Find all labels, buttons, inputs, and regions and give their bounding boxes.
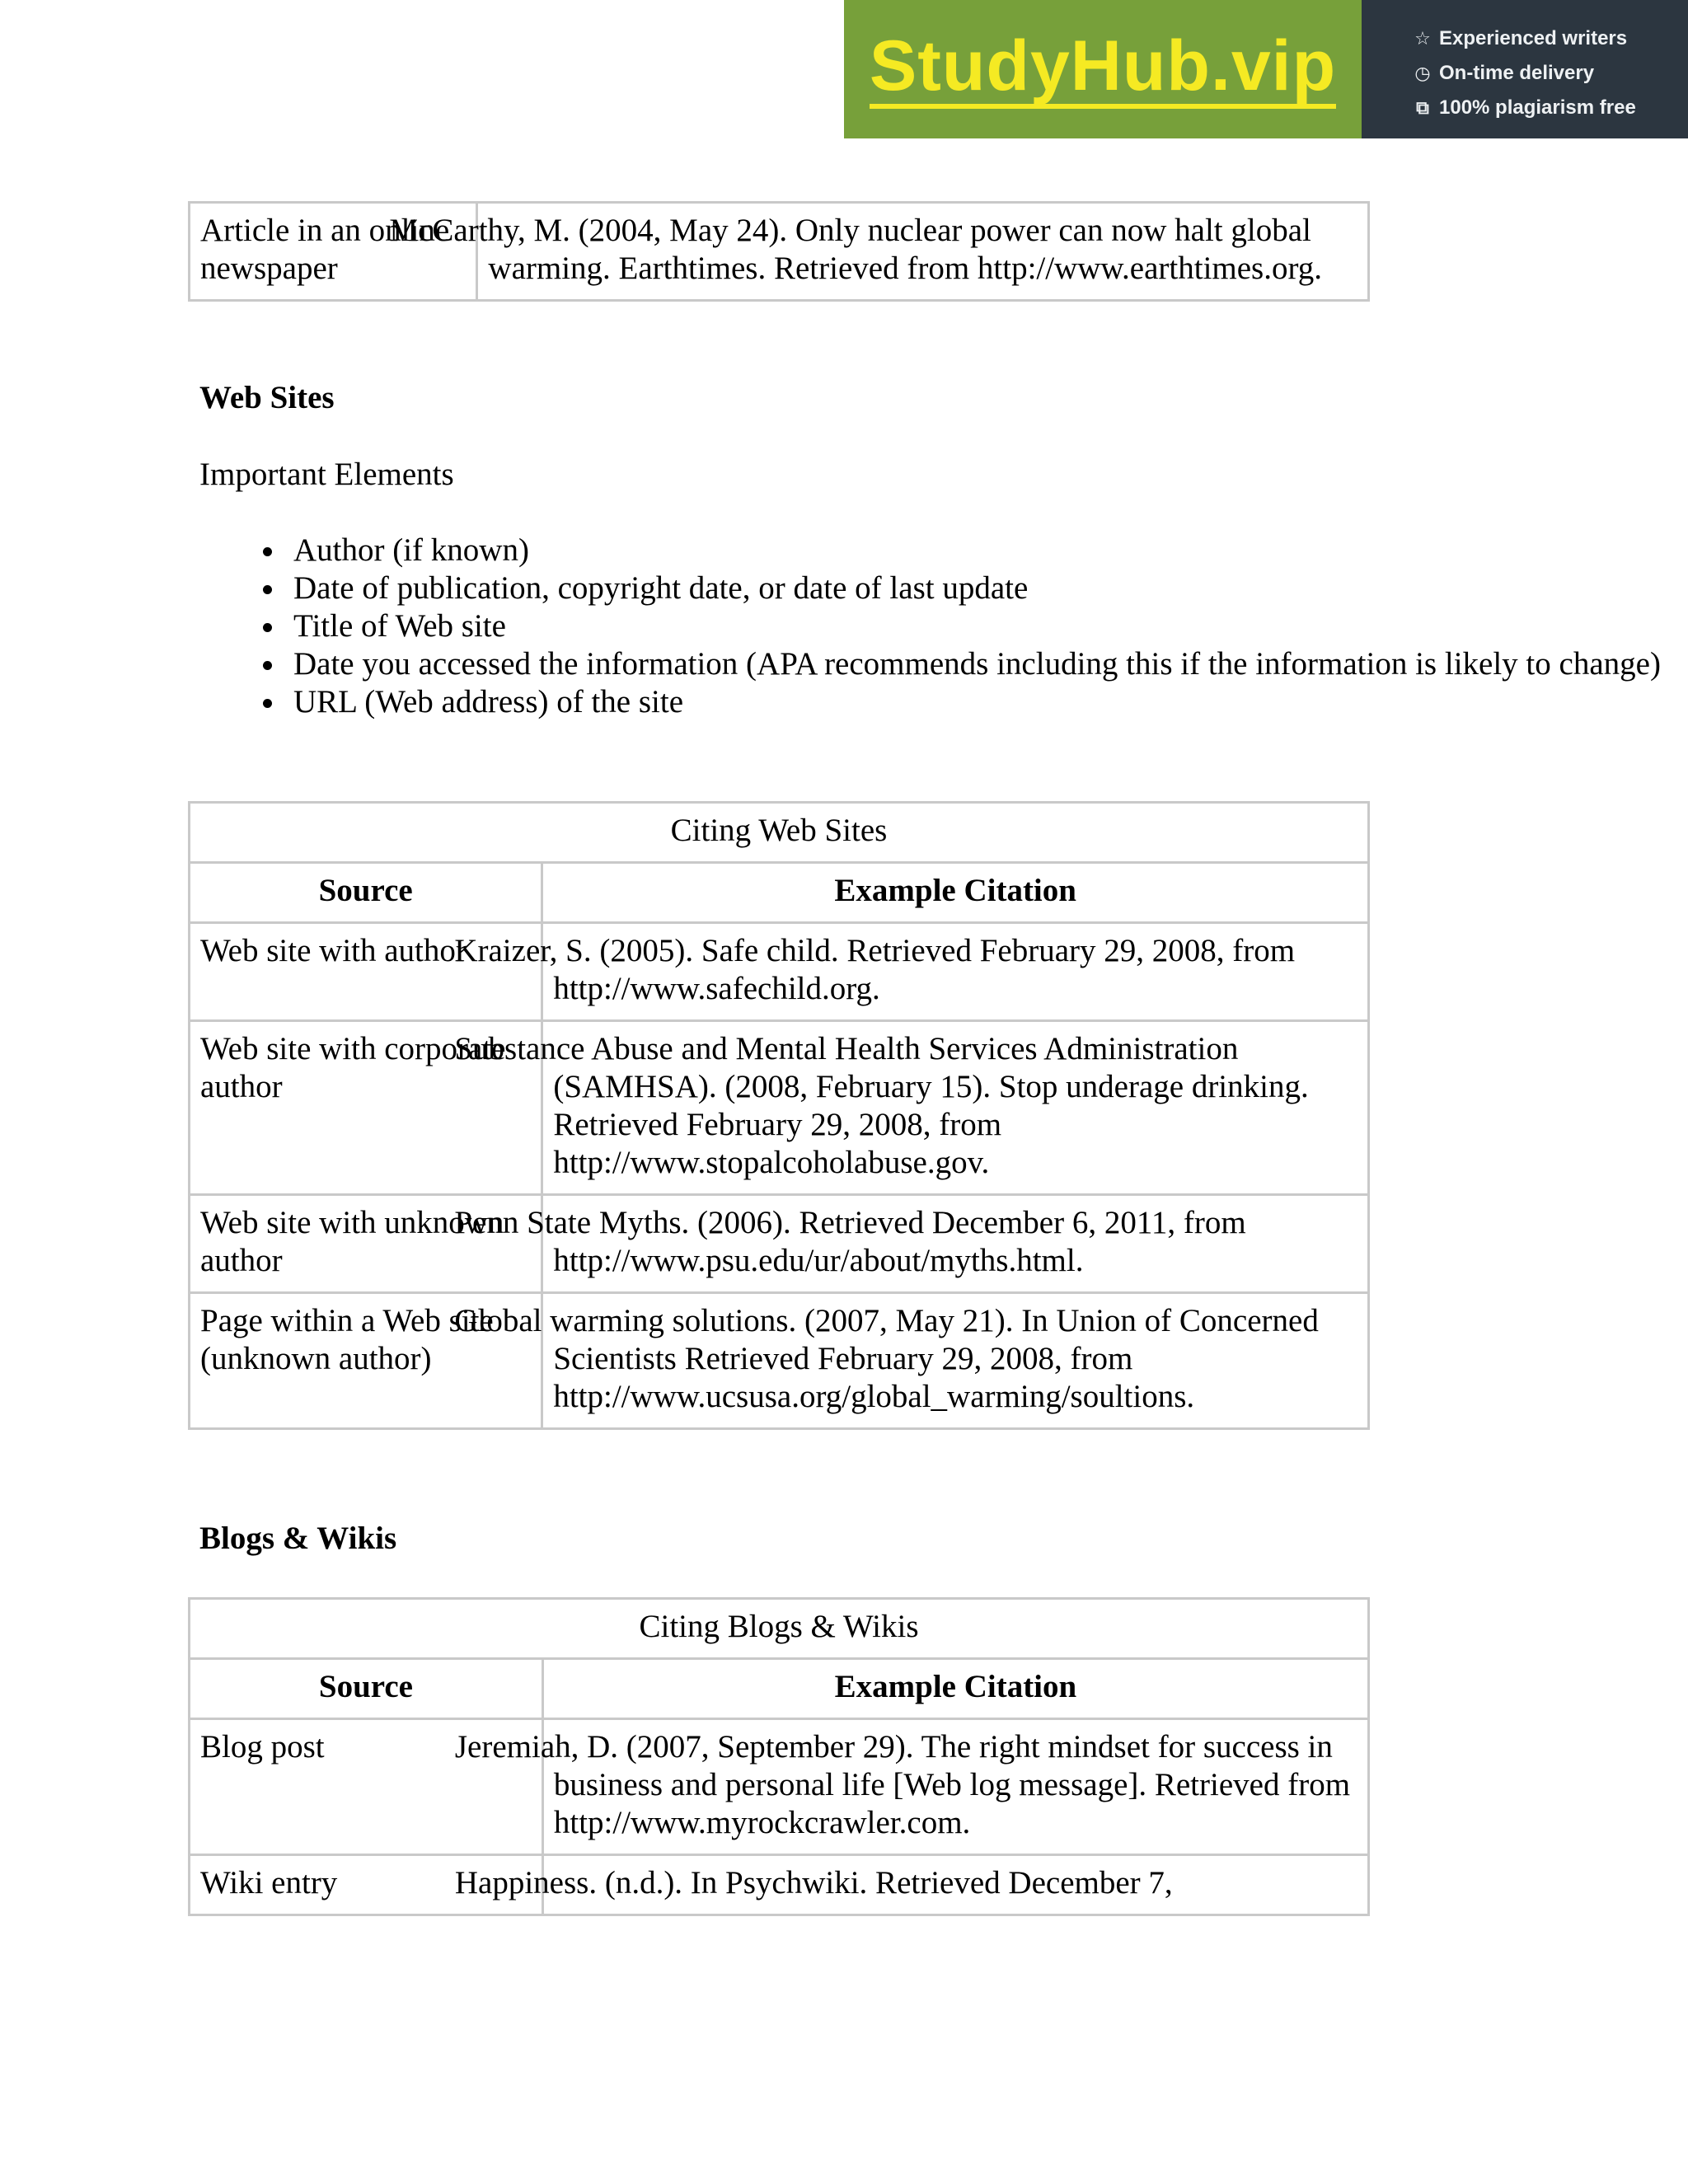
table-header-row bbox=[190, 863, 1369, 923]
feature-label: On-time delivery bbox=[1439, 62, 1595, 84]
list-item: • Date you accessed the information (APA recommends including this if the information is likely to change) bbox=[287, 645, 1688, 683]
feature-item bbox=[1411, 91, 1688, 125]
table-caption-row bbox=[190, 803, 1369, 863]
list-item: • Title of Web site bbox=[287, 607, 1688, 645]
table-row bbox=[190, 1855, 1369, 1915]
source-cell: Wiki entry bbox=[190, 1855, 543, 1915]
table-caption-row bbox=[190, 1599, 1369, 1659]
feature-label: 100% plagiarism free bbox=[1439, 96, 1636, 119]
feature-label: Experienced writers bbox=[1439, 27, 1628, 49]
list-item: • Author (if known) bbox=[287, 532, 1688, 569]
citation-cell: Kraizer, S. (2005). Safe child. Retrieved February 29, 2008, from http://www.safechild.org. bbox=[542, 923, 1369, 1021]
newspaper-citation-table bbox=[188, 201, 1370, 302]
table-row bbox=[190, 1021, 1369, 1195]
important-elements-label: Important Elements bbox=[199, 457, 454, 492]
table-row bbox=[190, 1719, 1369, 1855]
citation-cell: McCarthy, M. (2004, May 24). Only nuclear power can now halt global warming. Earthtimes. Retrieved from http://www.earthtimes.org. bbox=[477, 203, 1369, 301]
citation-cell: Happiness. (n.d.). In Psychwiki. Retrieved December 7, bbox=[542, 1855, 1368, 1915]
source-cell: Article in an online newspaper bbox=[190, 203, 477, 301]
studyhub-banner[interactable] bbox=[844, 0, 1688, 138]
important-elements-list bbox=[199, 532, 1688, 721]
star-icon: ☆ bbox=[1414, 28, 1431, 49]
column-header-citation: Example Citation bbox=[542, 863, 1369, 923]
source-cell: Web site with author bbox=[190, 923, 542, 1021]
source-cell: Page within a Web site (unknown author) bbox=[190, 1293, 542, 1429]
column-header-source: Source bbox=[190, 863, 542, 923]
source-cell: Web site with corporate author bbox=[190, 1021, 542, 1195]
features-panel bbox=[1362, 0, 1688, 138]
web-sites-citation-table bbox=[188, 801, 1370, 1430]
citation-cell: Jeremiah, D. (2007, September 29). The right mindset for success in business and personal life [Web log message]. Retrieved from http://www.myrockcrawler.com. bbox=[542, 1719, 1368, 1855]
citation-cell: Penn State Myths. (2006). Retrieved December 6, 2011, from http://www.psu.edu/ur/about/myths.html. bbox=[542, 1195, 1369, 1293]
column-header-citation: Example Citation bbox=[542, 1659, 1368, 1719]
table-row bbox=[190, 1195, 1369, 1293]
citation-cell: Global warming solutions. (2007, May 21). In Union of Concerned Scientists Retrieved February 29, 2008, from http://www.ucsusa.org/global_warming/soultions. bbox=[542, 1293, 1369, 1429]
table-caption: Citing Web Sites bbox=[190, 803, 1369, 863]
list-item: • URL (Web address) of the site bbox=[287, 683, 1688, 721]
feature-item bbox=[1411, 21, 1688, 56]
source-cell: Blog post bbox=[190, 1719, 543, 1855]
list-item: • Date of publication, copyright date, or date of last update bbox=[287, 569, 1688, 607]
source-cell: Web site with unknown author bbox=[190, 1195, 542, 1293]
table-row bbox=[190, 1293, 1369, 1429]
brand-panel bbox=[844, 0, 1362, 138]
section-heading-web-sites: Web Sites bbox=[199, 380, 335, 415]
section-heading-blogs-wikis: Blogs & Wikis bbox=[199, 1521, 397, 1556]
copy-icon: ⧉ bbox=[1416, 97, 1429, 118]
feature-item bbox=[1411, 56, 1688, 91]
table-caption: Citing Blogs & Wikis bbox=[190, 1599, 1369, 1659]
column-header-source: Source bbox=[190, 1659, 543, 1719]
blogs-wikis-citation-table bbox=[188, 1597, 1370, 1916]
brand-logo: StudyHub.vip bbox=[870, 30, 1336, 109]
table-row bbox=[190, 203, 1369, 301]
clock-icon: ◷ bbox=[1414, 63, 1431, 83]
table-row bbox=[190, 923, 1369, 1021]
citation-cell: Substance Abuse and Mental Health Services Administration (SAMHSA). (2008, February 15). Stop underage drinking. Retrieved February 29, 2008, from http://www.stopalcoholabuse.gov. bbox=[542, 1021, 1369, 1195]
table-header-row bbox=[190, 1659, 1369, 1719]
